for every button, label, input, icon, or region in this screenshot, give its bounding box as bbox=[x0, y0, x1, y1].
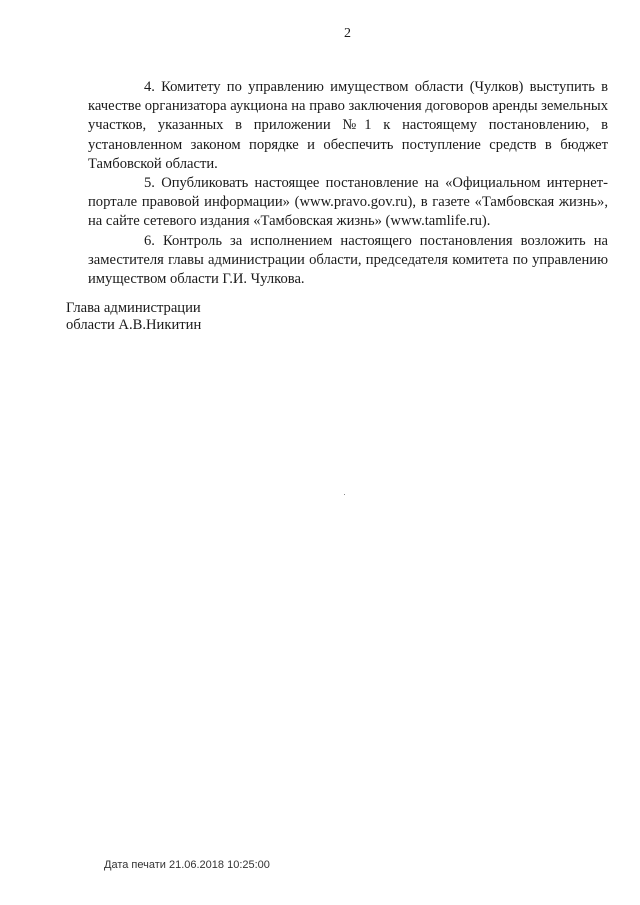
signature-title: Глава администрации bbox=[66, 300, 201, 316]
print-date-footer: Дата печати 21.06.2018 10:25:00 bbox=[104, 859, 270, 871]
signature-name: области А.В.Никитин bbox=[66, 317, 202, 333]
page-number: 2 bbox=[344, 26, 351, 41]
document-body bbox=[88, 78, 608, 289]
paragraph-4: 4. Комитету по управлению имуществом области (Чулков) выступить в качестве организатора аукциона на право заключения договоров аренды земельных участков, указанных в приложении №1 к настоящему постановлению, в установленном законом порядке и обеспечить поступление средств в бюджет Тамбовской области. bbox=[88, 79, 608, 172]
paragraph-5: 5. Опубликовать настоящее постановление на «Официальном интернет-портале правовой информации» (www.pravo.gov.ru), в газете «Тамбовская жизнь», на сайте сетевого издания «Тамбовская жизнь» (www.tamlife.ru). bbox=[88, 175, 608, 230]
paragraph-6: 6. Контроль за исполнением настоящего постановления возложить на заместителя главы администрации области, председателя комитета по управлению имуществом области Г.И. Чулкова. bbox=[88, 232, 608, 288]
scan-speck bbox=[344, 494, 345, 495]
signature-block bbox=[66, 300, 201, 334]
